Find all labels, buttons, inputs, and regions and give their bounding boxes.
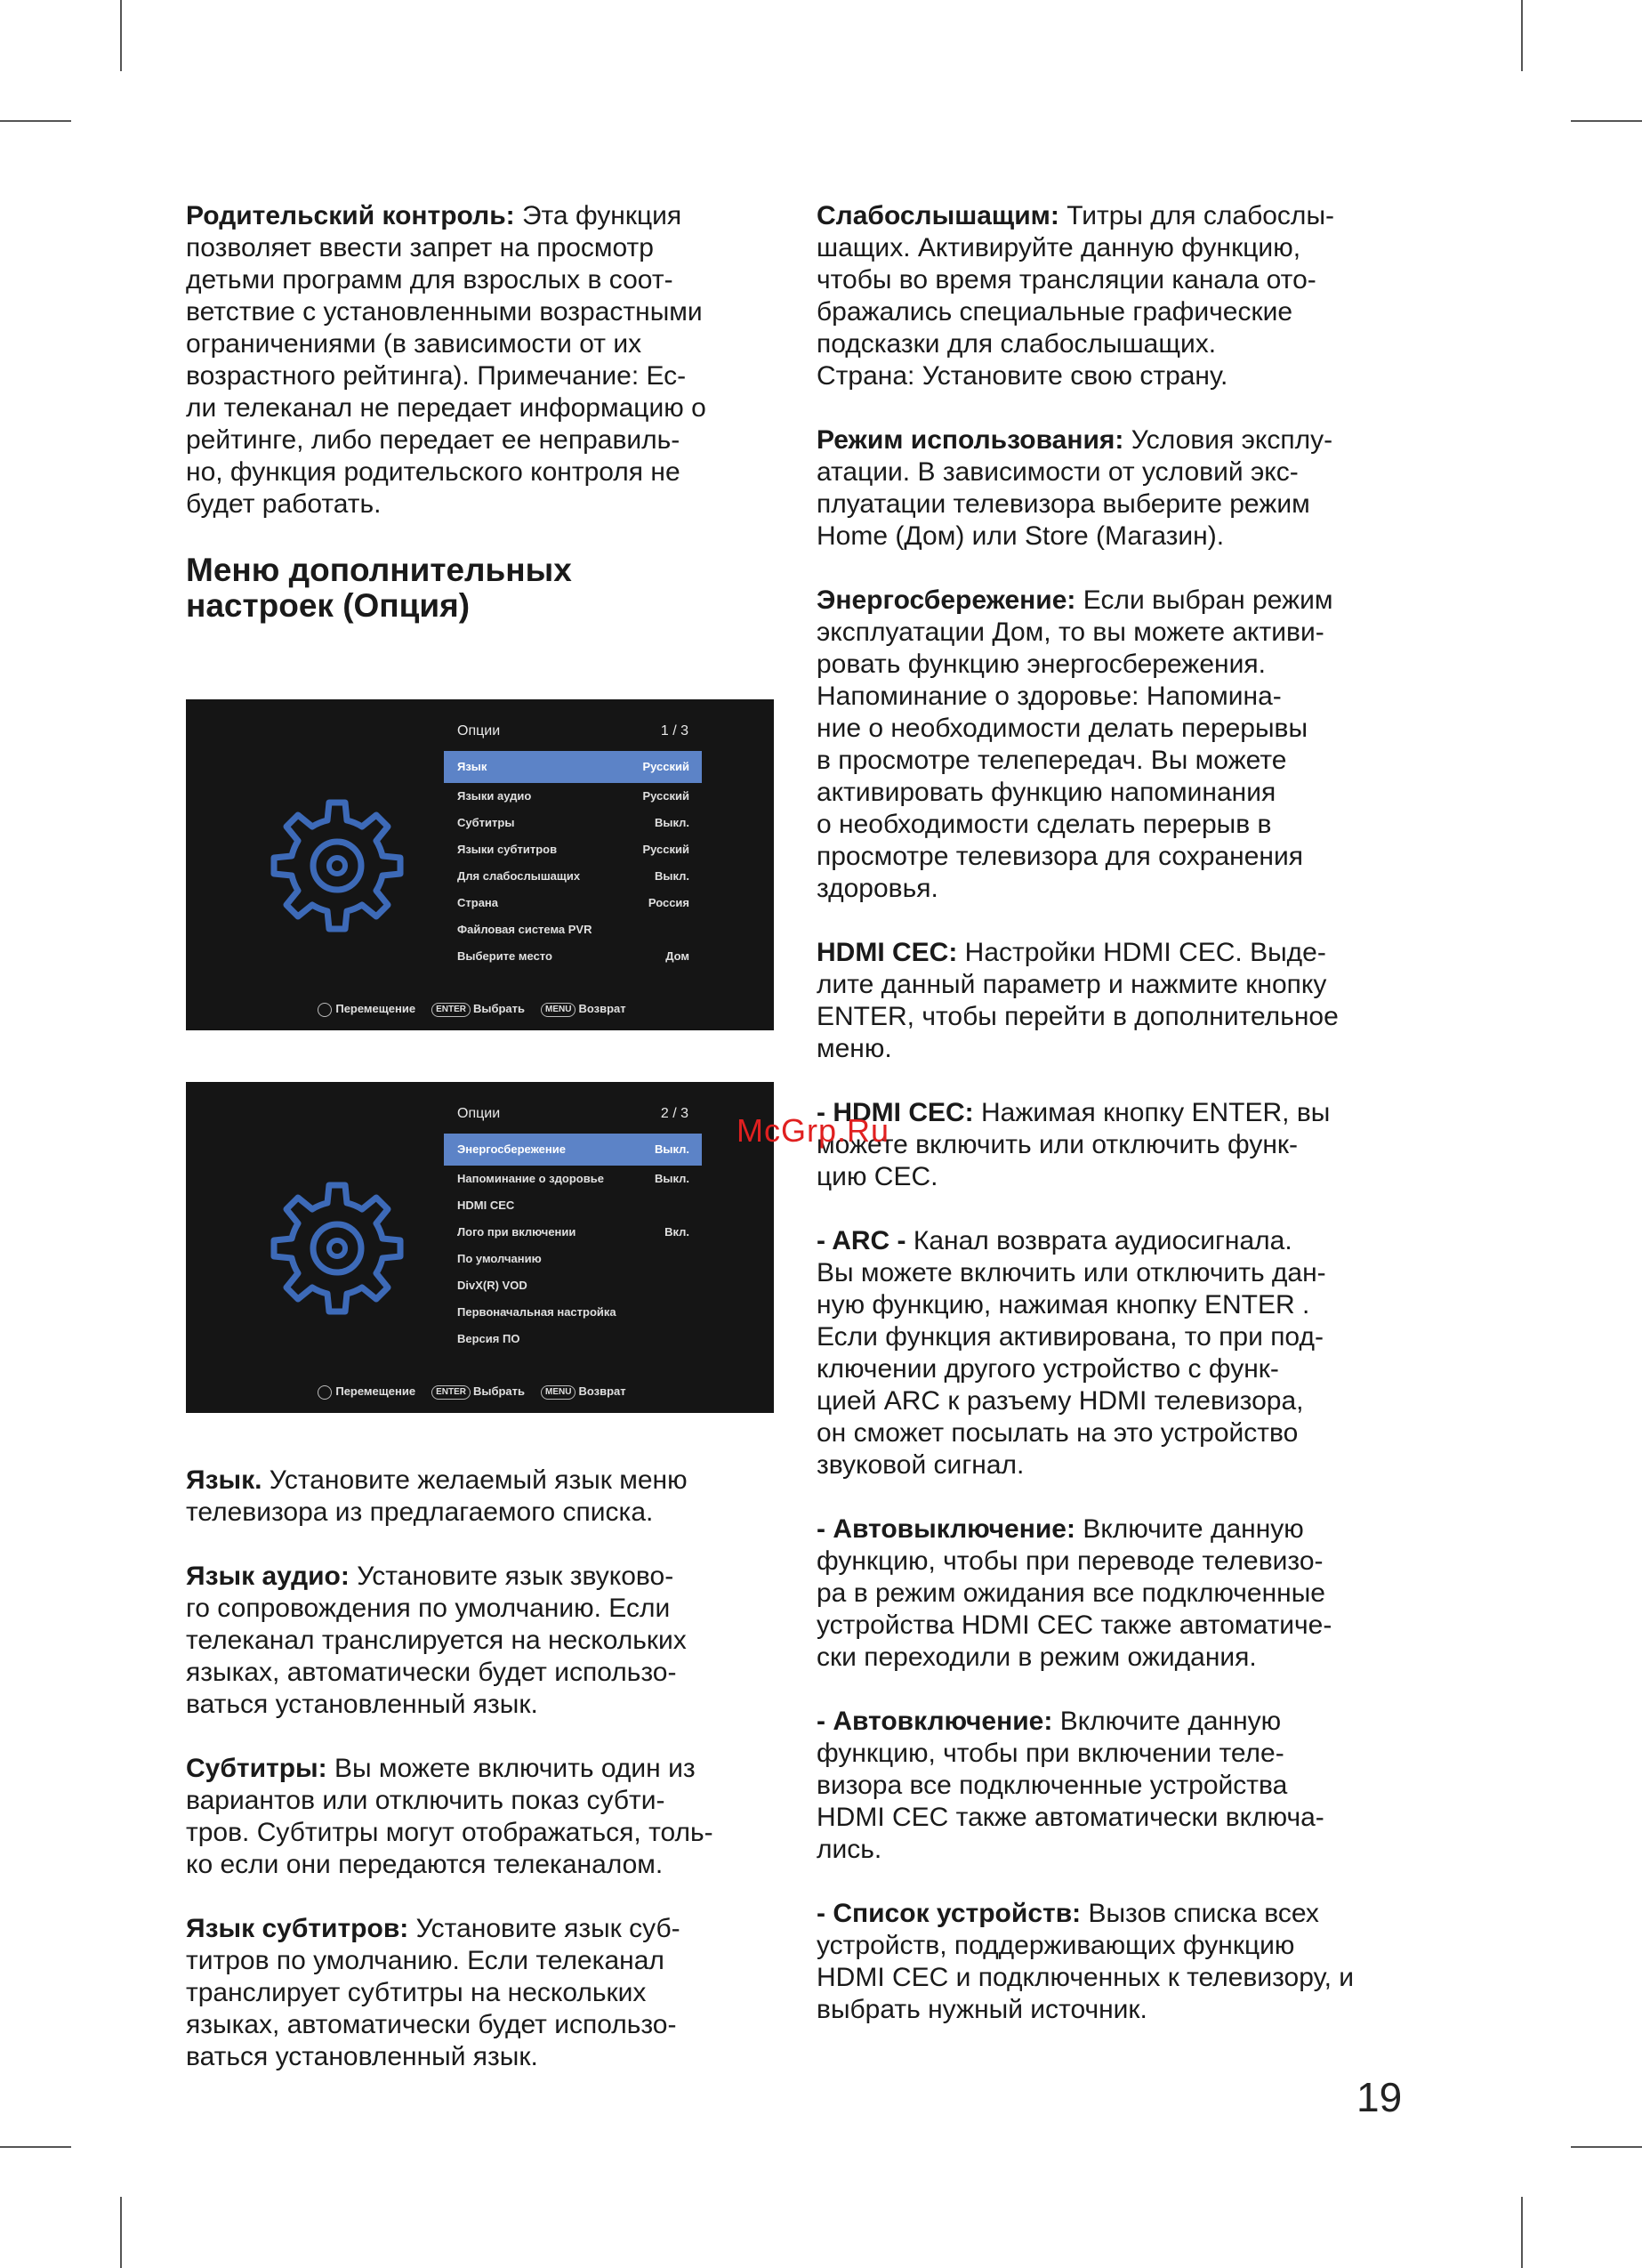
menu-item-label: Лого при включении <box>457 1225 576 1239</box>
paragraph-text: цию CEC. <box>817 1162 938 1191</box>
footer-move <box>318 1379 415 1404</box>
paragraph <box>817 1706 1439 1866</box>
paragraph-heading: Язык субтитров: <box>186 1914 409 1943</box>
text-line <box>817 1257 1439 1289</box>
paragraph-text: HDMI CEC и подключенных к телевизору, и <box>817 1963 1354 1992</box>
paragraph-text: телевизора из предлагаемого списка. <box>186 1497 654 1527</box>
paragraph-text: бражались специальные графические <box>817 297 1293 327</box>
text-line <box>817 1001 1439 1033</box>
paragraph-text: тров. Субтитры могут отображаться, толь- <box>186 1818 713 1847</box>
text-line <box>817 681 1439 713</box>
text-line <box>817 1578 1439 1610</box>
screen-title: Опции <box>457 723 501 739</box>
gear-icon <box>266 1180 408 1322</box>
text-line <box>817 585 1439 617</box>
text-line <box>817 617 1439 649</box>
text-line <box>817 1802 1439 1834</box>
paragraph <box>817 937 1439 1065</box>
text-line <box>817 745 1439 777</box>
menu-item[interactable] <box>444 810 702 836</box>
paragraph-text: Нажимая кнопку ENTER, вы <box>981 1098 1331 1127</box>
menu-item-value: Русский <box>642 843 689 856</box>
menu-item[interactable] <box>444 1192 702 1219</box>
menu-item-value: Выкл. <box>654 869 689 883</box>
text-line <box>817 1321 1439 1353</box>
paragraph-text: позволяет ввести запрет на просмотр <box>186 233 654 262</box>
text-line <box>186 1657 782 1689</box>
paragraph-text: эксплуатации Дом, то вы можете активи- <box>817 617 1324 647</box>
paragraph-text: языках, автоматически будет использо- <box>186 2010 677 2039</box>
paragraph-text: Установите язык звуково- <box>357 1562 674 1591</box>
menu-item[interactable] <box>444 836 702 863</box>
text-line <box>817 424 1439 456</box>
text-line <box>186 1849 782 1881</box>
screen-page: 2 / 3 <box>660 1106 688 1121</box>
menu-key-icon: MENU <box>541 1385 576 1400</box>
paragraph-text: ко если они передаются телеканалом. <box>186 1850 664 1879</box>
left-column <box>186 200 782 2105</box>
paragraph-text: вариантов или отключить показ субти- <box>186 1786 665 1815</box>
paragraph-text: цией ARC к разъему HDMI телевизора, <box>817 1386 1304 1416</box>
paragraph <box>817 424 1439 553</box>
text-line <box>186 1817 782 1849</box>
paragraph-text: ваться установленный язык. <box>186 1690 538 1719</box>
menu-item-label: Версия ПО <box>457 1332 520 1345</box>
paragraph <box>817 1225 1439 1481</box>
menu-item[interactable] <box>444 916 702 943</box>
footer-back <box>541 1379 626 1404</box>
crop-mark <box>1521 0 1523 71</box>
page-number: 19 <box>1356 2074 1403 2120</box>
paragraph-text: ную функцию, нажимая кнопку ENTER . <box>817 1290 1310 1320</box>
paragraph-text: Вы можете включить или отключить дан- <box>817 1258 1326 1287</box>
text-line <box>817 873 1439 905</box>
text-line <box>186 1497 782 1529</box>
paragraph-text: просмотре телевизора для сохранения <box>817 842 1303 871</box>
paragraph-text: HDMI CEC также автоматически включа- <box>817 1803 1324 1832</box>
paragraph-text: ваться установленный язык. <box>186 2042 538 2071</box>
footer-select <box>431 997 525 1021</box>
paragraph-text: Вызов списка всех <box>1088 1899 1319 1928</box>
paragraph <box>817 1898 1439 2026</box>
crop-mark <box>120 2197 122 2268</box>
paragraph-heading: Слабослышащим: <box>817 201 1059 230</box>
paragraph <box>186 1561 782 1721</box>
paragraph-text: телеканал транслируется на нескольких <box>186 1626 687 1655</box>
paragraph-text: устройств, поддерживающих функцию <box>817 1931 1295 1960</box>
options-menu <box>444 751 702 970</box>
text-line <box>817 521 1439 553</box>
screen-header <box>457 1098 688 1130</box>
section-title-line: настроек (Опция) <box>186 587 471 624</box>
menu-item-label: Для слабослышащих <box>457 869 581 883</box>
text-line <box>186 2041 782 2073</box>
paragraph-text: о необходимости сделать перерыв в <box>817 810 1272 839</box>
paragraph-heading: - Список устройств: <box>817 1899 1082 1928</box>
paragraph-text: устройства HDMI CEC также автоматиче- <box>817 1610 1332 1640</box>
menu-item[interactable] <box>444 783 702 810</box>
crop-mark <box>120 0 122 71</box>
paragraph-text: ветствие с установленными возрастными <box>186 297 703 327</box>
menu-item-label: Страна <box>457 896 499 909</box>
menu-item-label: DivX(R) VOD <box>457 1279 527 1292</box>
menu-item-label: Выберите место <box>457 949 552 963</box>
text-line <box>817 777 1439 809</box>
text-line <box>817 264 1439 296</box>
text-line <box>817 328 1439 360</box>
section-title-line: Меню дополнительных <box>186 552 572 588</box>
text-line <box>186 200 782 232</box>
options-screen-2 <box>186 1082 774 1413</box>
menu-item-value: Вкл. <box>664 1225 689 1239</box>
paragraph <box>817 1513 1439 1674</box>
paragraph-text: ровать функцию энергосбережения. <box>817 650 1266 679</box>
paragraph-text: титров по умолчанию. Если телеканал <box>186 1946 664 1975</box>
crop-mark <box>1571 120 1642 122</box>
paragraph-text: ра в режим ожидания все подключенные <box>817 1578 1325 1608</box>
paragraph-text: ски переходили в режим ожидания. <box>817 1642 1257 1672</box>
text-line <box>186 1753 782 1785</box>
text-line <box>186 1785 782 1817</box>
paragraph <box>186 1753 782 1881</box>
screen-title: Опции <box>457 1106 501 1121</box>
text-line <box>817 1610 1439 1642</box>
text-line <box>817 1161 1439 1193</box>
paragraph-text: возрастного рейтинга). Примечание: Ес- <box>186 361 687 391</box>
text-line <box>817 1033 1439 1065</box>
paragraph <box>186 1913 782 2073</box>
paragraph <box>186 200 782 521</box>
paragraph-text: ENTER, чтобы перейти в дополнительное <box>817 1002 1339 1031</box>
menu-item-value: Дом <box>665 949 689 963</box>
paragraph-heading: Субтитры: <box>186 1754 327 1783</box>
text-line <box>186 1593 782 1625</box>
menu-item-value: Выкл. <box>654 1142 689 1156</box>
menu-item-value: Русский <box>642 760 689 773</box>
menu-item[interactable] <box>444 943 702 970</box>
text-line <box>817 1129 1439 1161</box>
text-line <box>817 1834 1439 1866</box>
footer-select-label: Выбрать <box>472 1002 526 1015</box>
text-line <box>817 1225 1439 1257</box>
screen-footer <box>186 1379 774 1404</box>
paragraph-text: выбрать нужный источник. <box>817 1995 1147 2024</box>
text-line <box>817 1994 1439 2026</box>
paragraph-text: языках, автоматически будет использо- <box>186 1658 677 1687</box>
paragraph-heading: - Автовключение: <box>817 1707 1053 1736</box>
text-line <box>817 937 1439 969</box>
menu-item-value: Россия <box>648 896 689 909</box>
paragraph-text: Эта функция <box>521 201 682 230</box>
text-line <box>817 969 1439 1001</box>
paragraph-text: но, функция родительского контроля не <box>186 457 680 487</box>
text-line <box>817 841 1439 873</box>
text-line <box>186 328 782 360</box>
crop-mark <box>1571 2146 1642 2148</box>
paragraph-text: подсказки для слабослышащих. <box>817 329 1217 359</box>
text-line <box>186 488 782 521</box>
menu-item-value: Выкл. <box>654 816 689 829</box>
paragraph-text: Страна: Установите свою страну. <box>817 361 1228 391</box>
paragraph-text: Home (Дом) или Store (Магазин). <box>817 521 1225 551</box>
paragraph-text: плуатации телевизора выберите режим <box>817 489 1310 519</box>
menu-item[interactable] <box>444 863 702 890</box>
menu-item-value: Русский <box>642 789 689 803</box>
footer-select <box>431 1379 525 1404</box>
paragraph-text: Вы можете включить один из <box>334 1754 696 1783</box>
dpad-icon <box>318 1003 332 1017</box>
section-title <box>186 553 782 624</box>
paragraph-text: в просмотре телепередач. Вы можете <box>817 746 1287 775</box>
paragraph-text: Включите данную <box>1083 1514 1304 1544</box>
text-line <box>817 1706 1439 1738</box>
screen-page: 1 / 3 <box>660 723 688 739</box>
paragraph-heading: - Автовыключение: <box>817 1514 1075 1544</box>
menu-item-label: Язык <box>457 760 487 773</box>
paragraph <box>817 585 1439 905</box>
paragraph-text: Титры для слабослы- <box>1066 201 1334 230</box>
options-screen-1 <box>186 699 774 1030</box>
paragraph-text: транслирует субтитры на нескольких <box>186 1978 647 2007</box>
text-line <box>186 1977 782 2009</box>
paragraph-text: детьми программ для взрослых в соот- <box>186 265 673 295</box>
text-line <box>817 1930 1439 1962</box>
text-line <box>817 1738 1439 1770</box>
paragraph <box>186 1465 782 1529</box>
text-line <box>186 296 782 328</box>
paragraph-heading: Родительский контроль: <box>186 201 515 230</box>
paragraph-heading: HDMI CEC: <box>817 938 958 967</box>
menu-item[interactable] <box>444 1272 702 1299</box>
text-line <box>186 1945 782 1977</box>
enter-key-icon: ENTER <box>431 1385 471 1400</box>
paragraph-text: активировать функцию напоминания <box>817 778 1276 807</box>
paragraph <box>817 200 1439 392</box>
text-line <box>186 392 782 424</box>
menu-item-label: Субтитры <box>457 816 515 829</box>
text-line <box>817 1513 1439 1546</box>
paragraph-text: здоровья. <box>817 874 938 903</box>
text-line <box>817 649 1439 681</box>
paragraph-text: будет работать. <box>186 489 382 519</box>
text-line <box>817 1962 1439 1994</box>
paragraph-text: Установите желаемый язык меню <box>269 1465 688 1495</box>
paragraph-heading: Язык. <box>186 1465 262 1495</box>
right-column <box>817 200 1439 2058</box>
text-line <box>817 1353 1439 1385</box>
text-line <box>817 1898 1439 1930</box>
crop-mark <box>1521 2197 1523 2268</box>
menu-item-value: Выкл. <box>654 1172 689 1185</box>
paragraph-text: рейтинге, либо передает ее неправиль- <box>186 425 680 455</box>
paragraph-text: меню. <box>817 1034 892 1063</box>
text-line <box>186 264 782 296</box>
paragraph-text: чтобы во время трансляции канала ото- <box>817 265 1316 295</box>
text-line <box>817 1417 1439 1449</box>
menu-item-label: По умолчанию <box>457 1252 542 1265</box>
text-line <box>817 1546 1439 1578</box>
text-line <box>186 360 782 392</box>
paragraph-text: Если функция активирована, то при под- <box>817 1322 1324 1352</box>
footer-move-label: Перемещение <box>335 1384 416 1398</box>
paragraph-heading: Энергосбережение: <box>817 585 1076 615</box>
text-line <box>817 1642 1439 1674</box>
left-top-text <box>186 200 782 521</box>
paragraph-text: шащих. Активируйте данную функцию, <box>817 233 1301 262</box>
menu-item-label: Языки субтитров <box>457 843 558 856</box>
paragraph-text: атации. В зависимости от условий экс- <box>817 457 1299 487</box>
menu-item-label: Энергосбережение <box>457 1142 566 1156</box>
text-line <box>186 424 782 456</box>
text-line <box>186 1561 782 1593</box>
paragraph-text: визора все подключенные устройства <box>817 1771 1288 1800</box>
text-line <box>186 1689 782 1721</box>
paragraph-text: Напоминание о здоровье: Напомина- <box>817 682 1282 711</box>
text-line <box>817 456 1439 488</box>
text-line <box>817 1097 1439 1129</box>
options-menu <box>444 1134 702 1352</box>
gear-icon <box>266 797 408 940</box>
footer-back-label: Возврат <box>578 1384 626 1398</box>
text-line <box>817 232 1439 264</box>
paragraph-text: можете включить или отключить функ- <box>817 1130 1299 1159</box>
footer-back-label: Возврат <box>578 1002 626 1015</box>
paragraph <box>817 1097 1439 1193</box>
text-line <box>817 296 1439 328</box>
text-line <box>186 232 782 264</box>
menu-item[interactable] <box>444 751 702 783</box>
menu-item-label: Первоначальная настройка <box>457 1305 616 1319</box>
menu-item[interactable] <box>444 1219 702 1246</box>
text-line <box>186 1913 782 1945</box>
paragraph-text: Если выбран режим <box>1083 585 1333 615</box>
paragraph-text: го сопровождения по умолчанию. Если <box>186 1594 671 1623</box>
crop-mark <box>0 2146 71 2148</box>
screen-footer <box>186 997 774 1021</box>
paragraph-text: ние о необходимости делать перерывы <box>817 714 1308 743</box>
paragraph-heading: Язык аудио: <box>186 1562 350 1591</box>
paragraph-text: Установите язык суб- <box>415 1914 680 1943</box>
screen-header <box>457 715 688 747</box>
menu-item-label: Языки аудио <box>457 789 532 803</box>
text-line <box>817 488 1439 521</box>
menu-item-label: Файловая система PVR <box>457 923 592 936</box>
text-line <box>817 1770 1439 1802</box>
paragraph-text: звуковой сигнал. <box>817 1450 1025 1480</box>
menu-item[interactable] <box>444 890 702 916</box>
menu-item[interactable] <box>444 1246 702 1272</box>
text-line <box>186 2009 782 2041</box>
enter-key-icon: ENTER <box>431 1003 471 1017</box>
menu-item[interactable] <box>444 1166 702 1192</box>
paragraph-text: Канал возврата аудиосигнала. <box>913 1226 1292 1255</box>
paragraph-text: ключении другого устройство с функ- <box>817 1354 1279 1384</box>
paragraph-heading: - ARC - <box>817 1226 906 1255</box>
menu-item-label: Напоминание о здоровье <box>457 1172 604 1185</box>
left-bottom-text <box>186 1465 782 2073</box>
paragraph-text: Настройки HDMI CEC. Выде- <box>964 938 1326 967</box>
footer-back <box>541 997 626 1021</box>
menu-key-icon: MENU <box>541 1003 576 1017</box>
menu-item[interactable] <box>444 1134 702 1166</box>
paragraph-text: Включите данную <box>1059 1707 1282 1736</box>
paragraph-text: лите данный параметр и нажмите кнопку <box>817 970 1327 999</box>
footer-select-label: Выбрать <box>472 1384 526 1398</box>
paragraph-text: он сможет посылать на это устройство <box>817 1418 1299 1448</box>
footer-move-label: Перемещение <box>335 1002 416 1015</box>
menu-item-label: HDMI CEC <box>457 1199 515 1212</box>
paragraph-text: функцию, чтобы при включении теле- <box>817 1739 1284 1768</box>
menu-item[interactable] <box>444 1299 702 1326</box>
text-line <box>186 456 782 488</box>
text-line <box>186 1625 782 1657</box>
dpad-icon <box>318 1385 332 1400</box>
paragraph-heading: - HDMI CEC: <box>817 1098 974 1127</box>
text-line <box>186 1465 782 1497</box>
text-line <box>817 1289 1439 1321</box>
text-line <box>817 713 1439 745</box>
text-line <box>817 1449 1439 1481</box>
paragraph-text: функцию, чтобы при переводе телевизо- <box>817 1546 1324 1576</box>
paragraph-text: ограничениями (в зависимости от их <box>186 329 642 359</box>
text-line <box>817 1385 1439 1417</box>
paragraph-heading: Режим использования: <box>817 425 1124 455</box>
text-line <box>817 809 1439 841</box>
paragraph-text: Условия эксплу- <box>1131 425 1333 455</box>
crop-mark <box>0 120 71 122</box>
paragraph-text: лись. <box>817 1835 882 1864</box>
text-line <box>817 360 1439 392</box>
text-line <box>817 200 1439 232</box>
footer-move <box>318 997 415 1021</box>
watermark: McGrp.Ru <box>736 1112 890 1149</box>
menu-item[interactable] <box>444 1326 702 1352</box>
paragraph-text: ли телеканал не передает информацию о <box>186 393 706 423</box>
